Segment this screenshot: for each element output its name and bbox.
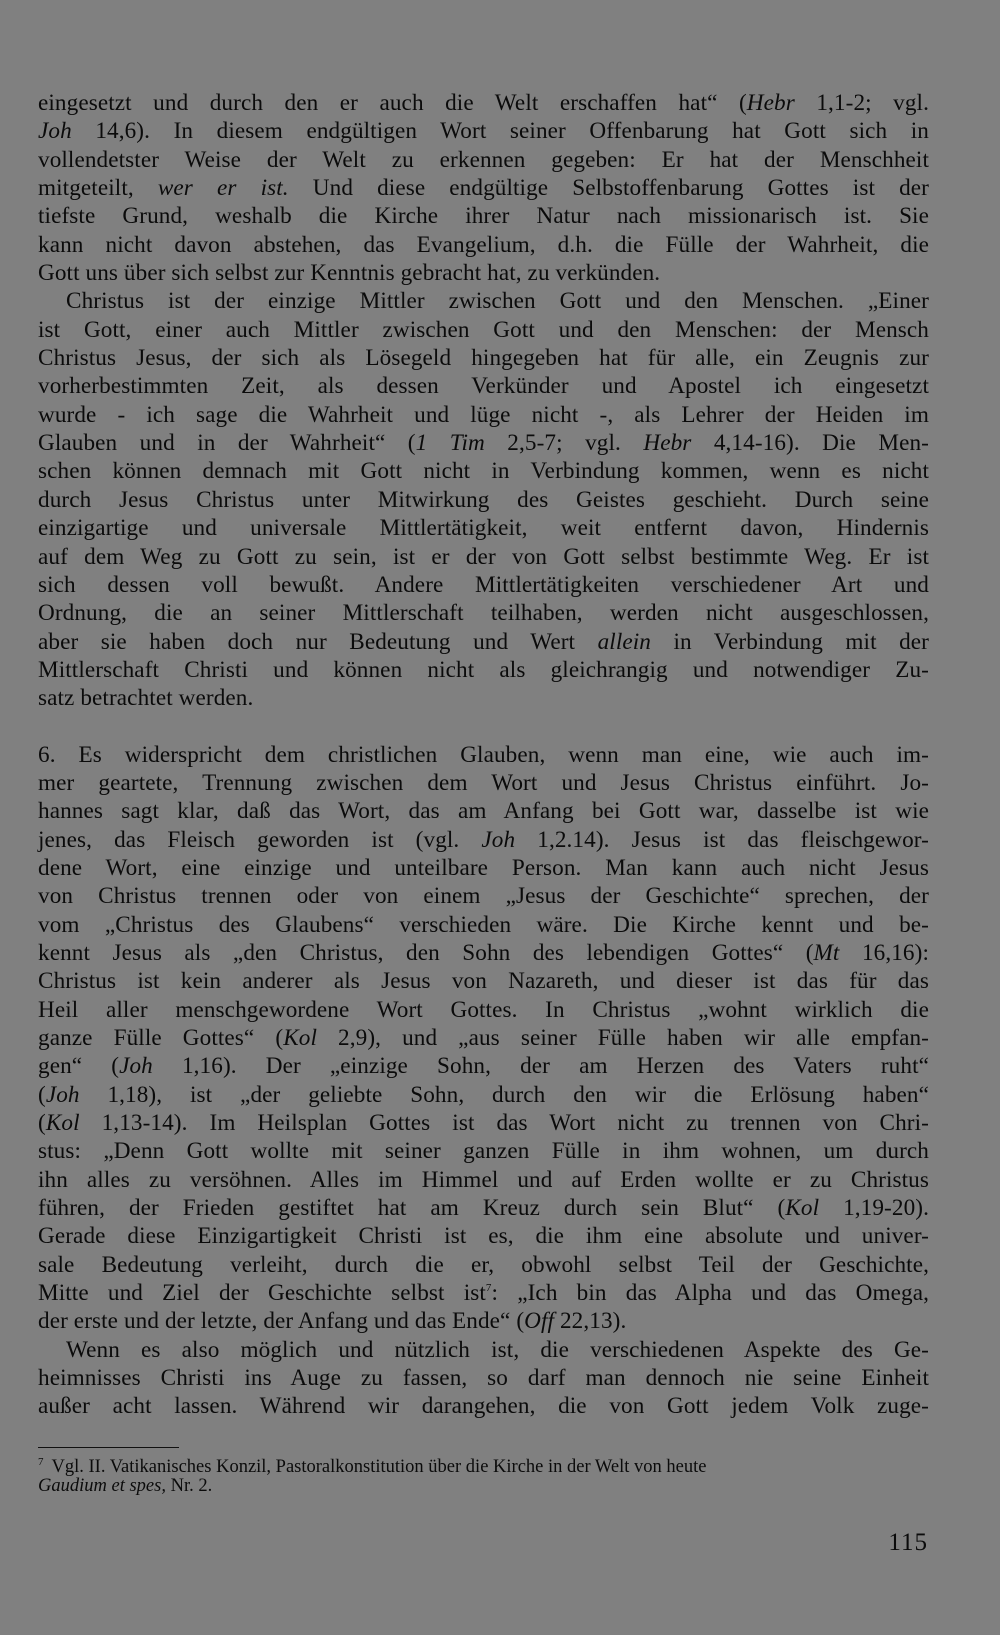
text-line (38, 146, 929, 174)
text-segment: gen“ ( (38, 1053, 120, 1080)
italic-reference: Mt (813, 939, 840, 966)
text-line (38, 1364, 929, 1392)
text-line (38, 1166, 929, 1194)
text-segment: Mittlerschaft Christi und können nicht als gleichrangig und notwendiger Zu- (38, 656, 929, 683)
text-line (38, 344, 929, 372)
text-line (38, 1194, 929, 1222)
text-line (38, 1052, 929, 1080)
italic-reference: Kol (45, 1110, 80, 1137)
text-line (38, 117, 929, 145)
text-segment: kennt Jesus als „den Christus, den Sohn des lebendigen Gottes“ ( (38, 939, 814, 966)
text-segment: Wenn es also möglich und nützlich ist, die verschiedenen Aspekte des Ge- (66, 1336, 929, 1363)
text-segment: Gerade diese Einzigartigkeit Christi ist es, die ihm eine absolute und univer- (38, 1223, 929, 1250)
text-segment: wurde - ich sage die Wahrheit und lüge nicht -, als Lehrer der Heiden im (38, 401, 929, 428)
text-line (38, 882, 929, 910)
footnote-separator (38, 1447, 179, 1448)
text-segment: auf dem Weg zu Gott zu sein, ist er der von Gott selbst bestimmte Weg. Er ist (38, 543, 929, 570)
text-line (38, 656, 929, 684)
text-line (38, 684, 929, 712)
text-segment: ganze Fülle Gottes“ ( (38, 1025, 284, 1051)
text-segment: Ordnung, die an seiner Mittlerschaft teilhaben, werden nicht ausgeschlossen, (38, 600, 929, 627)
footnote (38, 1450, 929, 1498)
text-segment: 2,9), und „aus seiner Fülle haben wir alle empfan- (317, 1025, 929, 1051)
text-line (38, 826, 929, 854)
text-segment: Christus ist kein anderer als Jesus von Nazareth, und dieser ist das für das (38, 968, 929, 995)
text-segment: ( (38, 1081, 46, 1108)
text-line (38, 514, 929, 542)
text-segment: 22,13). (554, 1308, 627, 1335)
text-segment: 16,16): (839, 939, 929, 966)
text-segment: jenes, das Fleisch geworden ist (vgl. (38, 826, 482, 853)
text-segment: 4,14-16). Die Men- (691, 430, 930, 457)
text-segment: von Christus trennen oder von einem „Jesus der Geschichte“ sprechen, der (38, 883, 929, 910)
text-segment: Christus ist der einzige Mittler zwischen Gott und den Menschen. „Einer (66, 288, 929, 315)
footnote-line (38, 1474, 929, 1498)
italic-reference: Hebr (643, 430, 692, 457)
footnote-mark: 7 (38, 1456, 44, 1468)
text-segment: ist Gott, einer auch Mittler zwischen Gott und den Menschen: der Mensch (38, 316, 929, 343)
italic-reference: Joh (45, 1081, 80, 1108)
italic-reference: Joh (38, 118, 72, 145)
text-line (38, 429, 929, 457)
italic-reference: Joh (119, 1053, 153, 1080)
text-line (38, 741, 929, 769)
text-line (38, 1251, 929, 1279)
text-segment: satz betrachtet werden. (38, 685, 254, 712)
text-segment: mitgeteilt, (38, 175, 158, 202)
text-line (38, 1336, 929, 1364)
text-line (38, 996, 929, 1024)
text-line (38, 911, 929, 939)
text-line (38, 599, 929, 627)
text-segment: sale Bedeutung verleiht, durch die er, obwohl selbst Teil der Geschichte, (38, 1251, 929, 1278)
italic-reference: allein (597, 628, 651, 655)
text-segment: schen können demnach mit Gott nicht in Verbindung kommen, wenn es nicht (38, 458, 929, 485)
text-line (38, 174, 929, 202)
text-segment: der erste und der letzte, der Anfang und das Ende“ ( (38, 1308, 525, 1335)
text-line (38, 1109, 929, 1137)
text-line (38, 543, 929, 571)
text-segment: mer geartete, Trennung zwischen dem Wort und Jesus Christus einführt. Jo- (38, 769, 929, 796)
text-line (38, 202, 929, 230)
text-segment: 1,13-14). Im Heilsplan Gottes ist das Wort nicht zu trennen von Chri- (79, 1110, 929, 1137)
text-segment: außer acht lassen. Während wir darangehen, die von Gott jedem Volk zuge- (38, 1393, 929, 1420)
text-line (38, 1024, 929, 1052)
text-segment: 2,5-7; vgl. (484, 430, 644, 457)
text-segment: ihn alles zu versöhnen. Alles im Himmel und auf Erden wollte er zu Christus (38, 1166, 929, 1193)
text-line (38, 797, 929, 825)
text-line (38, 1307, 929, 1335)
text-segment: durch Jesus Christus unter Mitwirkung des Geistes geschieht. Durch seine (38, 486, 929, 513)
text-segment: ( (38, 1110, 46, 1137)
footnote-title: Gaudium et spes, (38, 1476, 166, 1496)
italic-reference: Off (524, 1308, 555, 1335)
text-segment: Mitte und Ziel der Geschichte selbst ist (38, 1280, 486, 1307)
page-number: 115 (888, 1529, 928, 1556)
text-line (38, 486, 929, 514)
text-segment: hannes sagt klar, daß das Wort, das am Anfang bei Gott war, dasselbe ist wie (38, 798, 929, 825)
text-line (38, 259, 929, 287)
text-segment: 1,18), ist „der geliebte Sohn, durch den wir die Erlösung haben“ (79, 1081, 929, 1108)
text-segment: 6. Es widerspricht dem christlichen Glauben, wenn man eine, wie auch im- (38, 741, 929, 768)
text-segment: Glauben und in der Wahrheit“ ( (38, 430, 416, 457)
paragraph-gap (38, 713, 929, 741)
footnote-text: Nr. 2. (165, 1476, 213, 1496)
text-line (38, 571, 929, 599)
text-line (38, 372, 929, 400)
italic-reference: Kol (785, 1195, 820, 1222)
text-line (38, 1137, 929, 1165)
text-segment: 1,16). Der „einzige Sohn, der am Herzen des Vaters ruht“ (152, 1053, 930, 1080)
text-segment: Und diese endgültige Selbstoffenbarung Gottes ist der (288, 175, 929, 202)
italic-reference: Kol (283, 1025, 317, 1051)
body-text (38, 89, 929, 1421)
text-segment: 1,1-2; vgl. (794, 90, 929, 116)
text-line (38, 401, 929, 429)
text-segment: einzigartige und universale Mittlertätigkeit, weit entfernt davon, Hindernis (38, 515, 929, 542)
text-segment: 1,2.14). Jesus ist das fleischgewor- (515, 826, 929, 853)
text-segment: führen, der Frieden gestiftet hat am Kreuz durch sein Blut“ ( (38, 1195, 786, 1222)
text-segment: vollendetster Weise der Welt zu erkennen gegeben: Er hat der Menschheit (38, 146, 929, 173)
text-segment: dene Wort, eine einzige und unteilbare Person. Man kann auch nicht Jesus (38, 854, 929, 881)
text-segment: : „Ich bin das Alpha und das Omega, (491, 1280, 929, 1307)
text-segment: heimnisses Christi ins Auge zu fassen, so darf man dennoch nie seine Einheit (38, 1365, 929, 1392)
text-line (38, 287, 929, 315)
text-line (38, 316, 929, 344)
text-segment: Gott uns über sich selbst zur Kenntnis gebracht hat, zu verkünden. (38, 260, 661, 287)
text-segment: vom „Christus des Glaubens“ verschieden wäre. Die Kirche kennt und be- (38, 911, 929, 938)
text-segment: eingesetzt und durch den er auch die Welt erschaffen hat“ ( (38, 90, 747, 116)
italic-reference: Joh (481, 826, 516, 853)
text-segment: stus: „Denn Gott wollte mit seiner ganzen Fülle in ihm wohnen, um durch (38, 1138, 929, 1165)
text-line (38, 854, 929, 882)
text-segment: Heil aller menschgewordene Wort Gottes. In Christus „wohnt wirklich die (38, 996, 929, 1023)
text-line (38, 457, 929, 485)
text-line (38, 1081, 929, 1109)
text-segment: tiefste Grund, weshalb die Kirche ihrer Natur nach missionarisch ist. Sie (38, 203, 929, 230)
text-line (38, 231, 929, 259)
footnote-text: Vgl. II. Vatikanisches Konzil, Pastoralkonstitution über die Kirche in der Welt von heute (51, 1457, 707, 1477)
text-line (38, 1279, 929, 1307)
text-line (38, 967, 929, 995)
text-line (38, 769, 929, 797)
text-segment: 1,19-20). (819, 1195, 929, 1222)
italic-reference: wer er ist. (157, 175, 289, 202)
text-line (38, 89, 929, 117)
text-segment: 14,6). In diesem endgültigen Wort seiner Offenbarung hat Gott sich in (71, 118, 929, 145)
text-segment: aber sie haben doch nur Bedeutung und Wert (38, 628, 598, 655)
text-line (38, 1222, 929, 1250)
italic-reference: Hebr (746, 90, 795, 116)
text-segment: sich dessen voll bewußt. Andere Mittlertätigkeiten verschiedener Art und (38, 571, 929, 598)
text-line (38, 1392, 929, 1420)
text-line (38, 939, 929, 967)
italic-reference: 1 Tim (415, 430, 485, 457)
text-segment: Christus Jesus, der sich als Lösegeld hingegeben hat für alle, ein Zeugnis zur (38, 345, 929, 372)
footnote-line (38, 1450, 929, 1477)
text-line (38, 628, 929, 656)
footnote-reference: 7 (485, 1282, 492, 1295)
text-segment: vorherbestimmten Zeit, als dessen Verkünder und Apostel ich eingesetzt (38, 373, 929, 400)
text-segment: in Verbindung mit der (650, 628, 929, 655)
text-segment: kann nicht davon abstehen, das Evangelium, d.h. die Fülle der Wahrheit, die (38, 231, 929, 258)
